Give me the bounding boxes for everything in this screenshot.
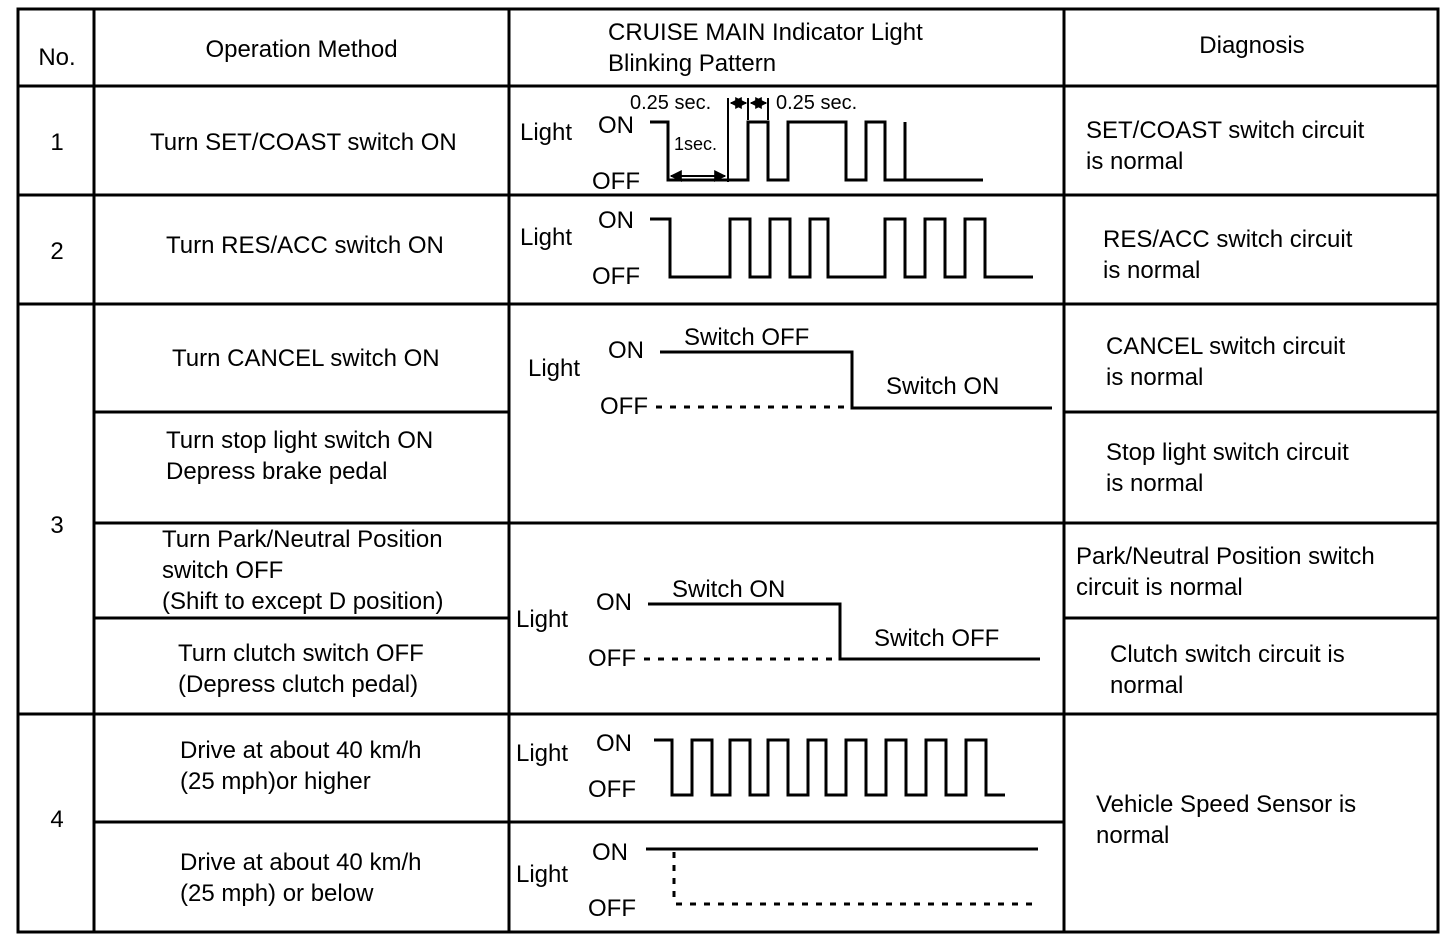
row3a-light-label: Light bbox=[528, 355, 581, 382]
row3c-diagnosis-line1: Park/Neutral Position switch bbox=[1076, 543, 1375, 570]
row2-operation-method: Turn RES/ACC switch ON bbox=[166, 232, 444, 259]
row2-off-label: OFF bbox=[592, 263, 640, 290]
row3a-diagnosis-line2: is normal bbox=[1106, 364, 1204, 391]
header-pattern-line2: Blinking Pattern bbox=[608, 50, 777, 77]
row4a-operation-method-line1: Drive at about 40 km/h bbox=[180, 737, 422, 764]
header-pattern-line1: CRUISE MAIN Indicator Light bbox=[608, 19, 923, 46]
row3b-switch-off-label: Switch OFF bbox=[874, 625, 1000, 652]
row3b-on-label: ON bbox=[596, 589, 632, 616]
row4b-on-label: ON bbox=[592, 839, 628, 866]
row3b-operation-method-line2: Depress brake pedal bbox=[166, 458, 388, 485]
row4a-on-label: ON bbox=[596, 730, 632, 757]
row1-signal-tail bbox=[905, 122, 983, 180]
row3a-switch-on-label: Switch ON bbox=[886, 373, 1000, 400]
row1-number: 1 bbox=[50, 129, 64, 156]
row2-number: 2 bbox=[50, 238, 64, 265]
header-diagnosis: Diagnosis bbox=[1199, 32, 1305, 59]
row3a-diagnosis-line1: CANCEL switch circuit bbox=[1106, 333, 1346, 360]
row4a-light-label: Light bbox=[516, 740, 569, 767]
row3b-light-label: Light bbox=[516, 606, 569, 633]
row2-diagnosis-line1: RES/ACC switch circuit bbox=[1103, 226, 1353, 253]
row4-number: 4 bbox=[50, 806, 64, 833]
header-operation-method: Operation Method bbox=[205, 36, 398, 63]
row3d-diagnosis-line2: normal bbox=[1110, 672, 1184, 699]
row4b-operation-method-line1: Drive at about 40 km/h bbox=[180, 849, 422, 876]
row3b-diagnosis-line1: Stop light switch circuit bbox=[1106, 439, 1349, 466]
row1-off-label: OFF bbox=[592, 168, 640, 195]
row1-diagnosis-line1: SET/COAST switch circuit bbox=[1086, 117, 1365, 144]
row4b-light-label: Light bbox=[516, 861, 569, 888]
row3c-diagnosis-line2: circuit is normal bbox=[1076, 574, 1243, 601]
row4-diagnosis-line2: normal bbox=[1096, 822, 1170, 849]
row3d-operation-method-line1: Turn clutch switch OFF bbox=[178, 640, 424, 667]
row3a-switch-off-label: Switch OFF bbox=[684, 324, 810, 351]
row1-operation-method: Turn SET/COAST switch ON bbox=[150, 129, 457, 156]
row1-timing-label-3: 1sec. bbox=[674, 134, 718, 154]
row3b-off-label: OFF bbox=[588, 645, 636, 672]
row4a-operation-method-line2: (25 mph)or higher bbox=[180, 768, 371, 795]
row3d-operation-method-line2: (Depress clutch pedal) bbox=[178, 671, 419, 698]
row4a-off-label: OFF bbox=[588, 776, 636, 803]
row2-waveform bbox=[520, 207, 1033, 290]
row3a-off-label: OFF bbox=[600, 393, 648, 420]
row3a-operation-method: Turn CANCEL switch ON bbox=[172, 345, 440, 372]
row3a-waveform bbox=[528, 324, 1052, 420]
row3b-switch-on-label: Switch ON bbox=[672, 576, 786, 603]
row3c-operation-method-line2: switch OFF bbox=[162, 557, 284, 584]
row2-light-label: Light bbox=[520, 224, 573, 251]
row3c-operation-method-line3: (Shift to except D position) bbox=[162, 588, 444, 615]
row3a-on-label: ON bbox=[608, 337, 644, 364]
row4a-signal-line bbox=[654, 740, 1005, 795]
row3d-diagnosis-line1: Clutch switch circuit is bbox=[1110, 641, 1345, 668]
row1-diagnosis-line2: is normal bbox=[1086, 148, 1184, 175]
row4b-waveform bbox=[516, 839, 1038, 922]
row2-signal-line bbox=[650, 219, 1033, 277]
row1-timing-label-2: 0.25 sec. bbox=[776, 92, 858, 114]
row1-light-label: Light bbox=[520, 119, 573, 146]
row3b-waveform bbox=[516, 576, 1040, 672]
row1-timing-label-1: 0.25 sec. bbox=[630, 92, 712, 114]
row4a-waveform bbox=[516, 730, 1005, 803]
row2-on-label: ON bbox=[598, 207, 634, 234]
row1-waveform bbox=[520, 92, 983, 195]
header-no: No. bbox=[38, 44, 76, 71]
row4-diagnosis-line1: Vehicle Speed Sensor is bbox=[1096, 791, 1357, 818]
row3b-diagnosis-line2: is normal bbox=[1106, 470, 1204, 497]
row3c-operation-method-line1: Turn Park/Neutral Position bbox=[162, 526, 443, 553]
row4b-operation-method-line2: (25 mph) or below bbox=[180, 880, 374, 907]
row3b-operation-method-line1: Turn stop light switch ON bbox=[166, 427, 434, 454]
row3-number: 3 bbox=[50, 512, 64, 539]
row4b-off-label: OFF bbox=[588, 895, 636, 922]
row2-diagnosis-line2: is normal bbox=[1103, 257, 1201, 284]
row1-on-label: ON bbox=[598, 112, 634, 139]
